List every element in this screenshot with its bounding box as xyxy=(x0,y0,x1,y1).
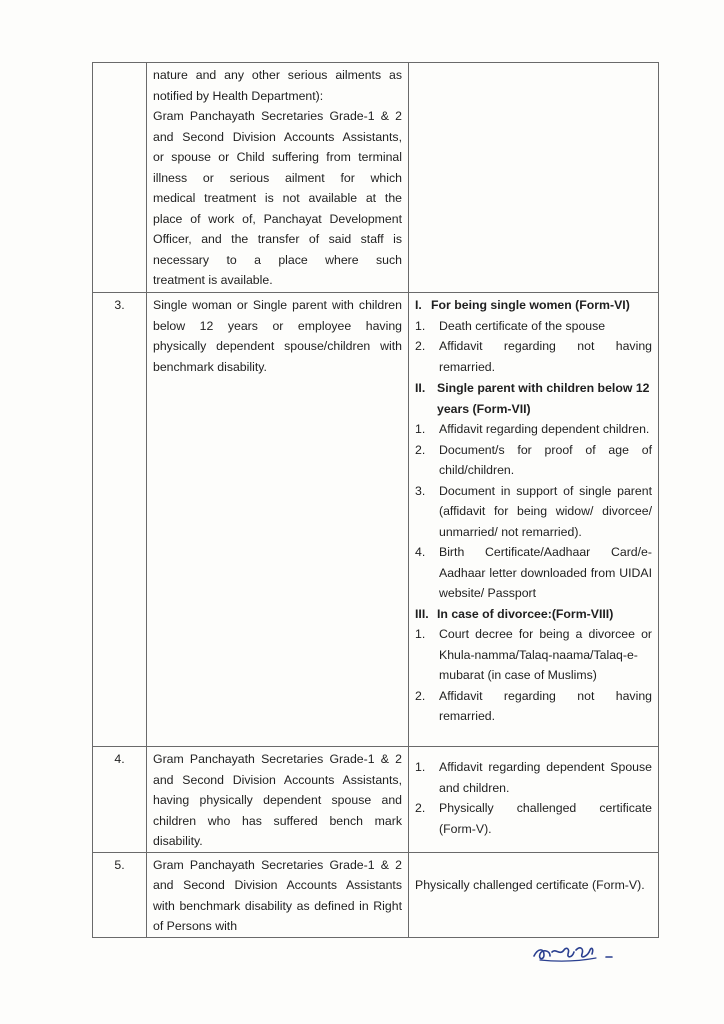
desc-line: place of work of, Panchayat Development xyxy=(153,211,402,226)
list-item: 1. Affidavit regarding dependent children. xyxy=(415,422,650,436)
list-item: 1. Death certificate of the spouse xyxy=(415,318,606,333)
document-list xyxy=(415,419,652,604)
section-title: For being single women (Form-VI) xyxy=(431,298,630,312)
table-row xyxy=(93,852,659,937)
desc-line: necessary to a place where such xyxy=(153,252,402,267)
transfer-criteria-table xyxy=(92,62,659,938)
desc-line: and Second Division Accounts Assistants, xyxy=(153,129,402,144)
row-description: Single woman or Single parent with children below 12 years or employee having physically dependent spouse/children with benchmark disability. xyxy=(147,293,409,747)
section-heading xyxy=(415,295,652,316)
row-documents xyxy=(409,852,659,937)
section-heading xyxy=(415,604,652,625)
desc-line: Officer, and the transfer of said staff is xyxy=(153,232,402,246)
document-list xyxy=(415,624,652,727)
row-documents xyxy=(409,63,659,293)
list-item: 2. Affidavit regarding not having remarried. xyxy=(415,339,652,374)
desc-line: or spouse or Child suffering from terminal xyxy=(153,150,402,164)
document-list xyxy=(415,316,652,378)
desc-line: medical treatment is not available at the xyxy=(153,191,402,205)
list-item: 1. Affidavit regarding dependent Spouse and children. xyxy=(415,760,652,795)
document-text: Physically challenged certificate (Form-V). xyxy=(415,877,645,892)
row-description: Gram Panchayath Secretaries Grade-1 & 2 and Second Division Accounts Assistants, having physically dependent spouse and children who has suffered bench mark disability. xyxy=(147,747,409,853)
table-row xyxy=(93,747,659,853)
desc-line: notified by Health Department): xyxy=(153,88,324,103)
row-documents xyxy=(409,293,659,747)
list-item: 2. Affidavit regarding not having remarried. xyxy=(415,688,652,723)
desc-line: treatment is available. xyxy=(153,273,273,287)
list-item: 4. Birth Certificate/Aadhaar Card/e-Aadhaar letter downloaded from UIDAI website/ Passport xyxy=(415,545,652,600)
row-number: 3. xyxy=(93,293,147,747)
list-item: 2. Document/s for proof of age of child/children. xyxy=(415,442,652,477)
section-heading xyxy=(415,378,652,419)
row-description xyxy=(147,63,409,293)
signature-mark xyxy=(530,938,620,968)
row-number: 5. xyxy=(93,852,147,937)
desc-line: nature and any other serious ailments as xyxy=(153,68,402,82)
section-title: Single parent with children below 12 years (Form-VII) xyxy=(437,381,650,416)
table-row xyxy=(93,293,659,747)
section-number: II. xyxy=(415,381,426,395)
document-list xyxy=(415,757,652,839)
section-number: I. xyxy=(415,298,422,312)
row-description: Gram Panchayath Secretaries Grade-1 & 2 and Second Division Accounts Assistants with benchmark disability as defined in Right of Persons with xyxy=(147,852,409,937)
list-item: 1. Court decree for being a divorcee or Khula-namma/Talaq-naama/Talaq-e-mubarat (in case of Muslims) xyxy=(415,627,652,682)
desc-line: Gram Panchayath Secretaries Grade-1 & 2 xyxy=(153,109,402,123)
table-row xyxy=(93,63,659,293)
list-item: 2. Physically challenged certificate (Form-V). xyxy=(415,801,652,836)
row-documents xyxy=(409,747,659,853)
row-number xyxy=(93,63,147,293)
row-number: 4. xyxy=(93,747,147,853)
section-title: In case of divorcee:(Form-VIII) xyxy=(437,606,614,621)
list-item: 3. Document in support of single parent (affidavit for being widow/ divorcee/ unmarried/ not remarried). xyxy=(415,483,652,539)
section-number: III. xyxy=(415,606,429,621)
desc-line: illness or serious ailment for which xyxy=(153,170,402,185)
